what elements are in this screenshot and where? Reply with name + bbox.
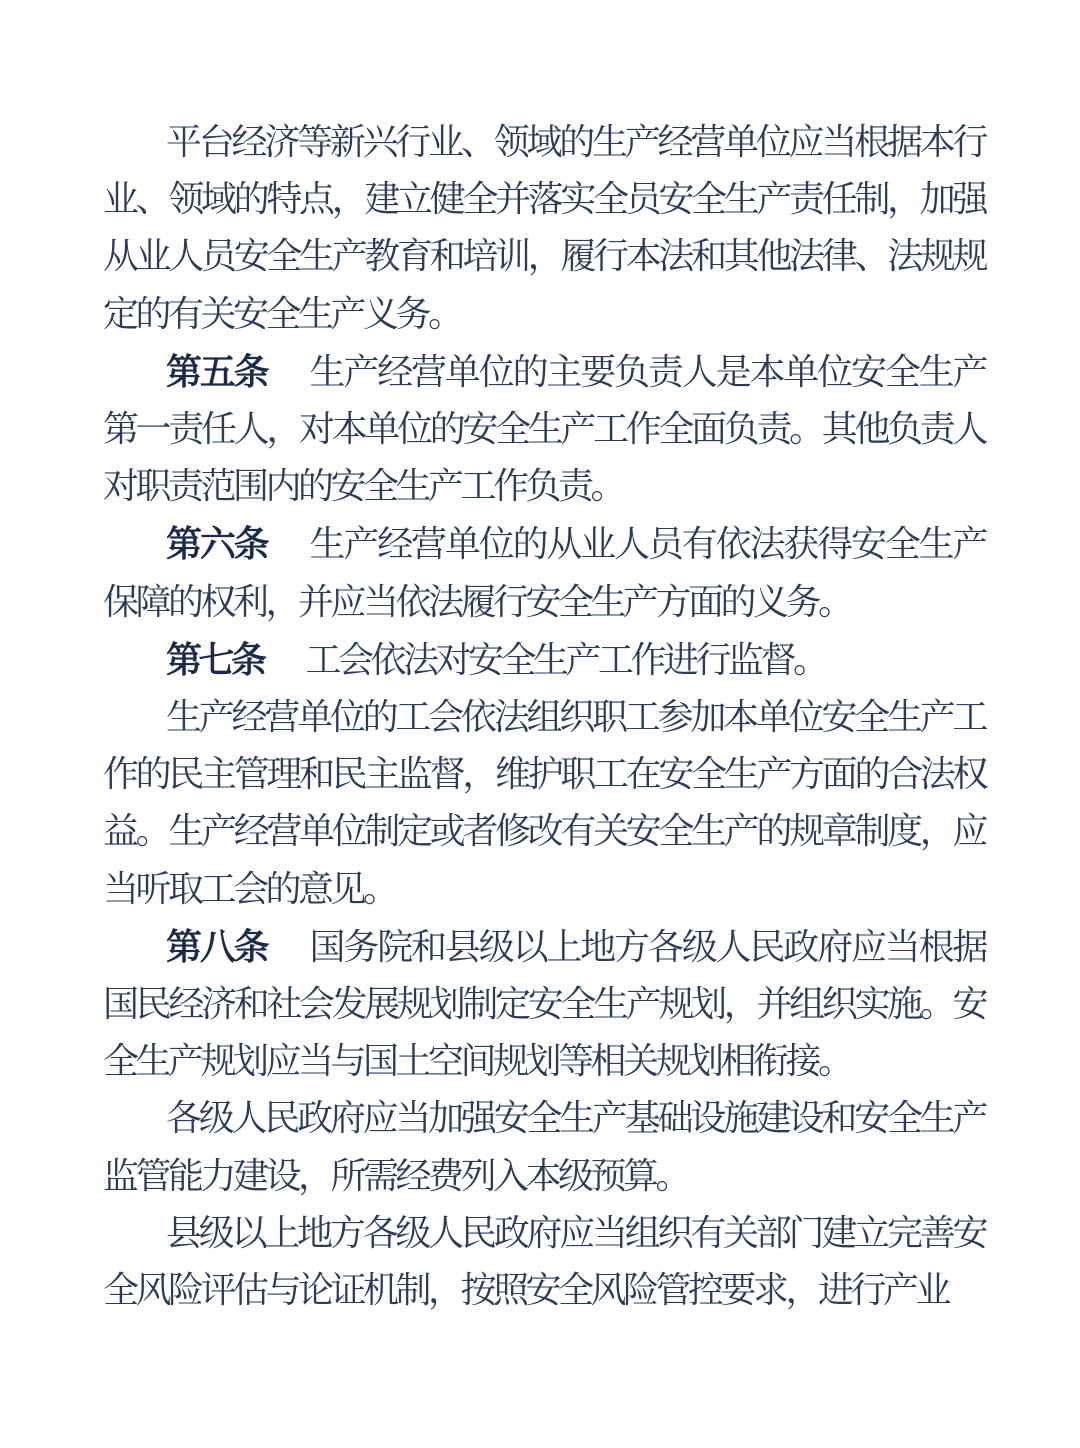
paragraph-text: 国务院和县级以上地方各级人民政府应当根据国民经济和社会发展规划制定安全生产规划，并组织实施。安全生产规划应当与国土空间规划等相关规划相衔接。: [103, 926, 985, 1082]
law-paragraph-government-budget: [103, 1090, 985, 1204]
paragraph-text: 生产经营单位的从业人员有依法获得安全生产保障的权利，并应当依法履行安全生产方面的义务。: [103, 524, 985, 622]
paragraph-text: 平台经济等新兴行业、领域的生产经营单位应当根据本行业、领域的特点，建立健全并落实全员安全生产责任制，加强从业人员安全生产教育和培训，履行本法和其他法律、法规规定的有关安全生产义务。: [103, 122, 985, 334]
law-paragraph-article-7: [103, 631, 985, 689]
paragraph-text: 工会依法对安全生产工作进行监督。: [305, 639, 826, 680]
article-number: 第七条: [166, 638, 264, 680]
article-number: 第五条: [166, 350, 268, 392]
paragraph-text: 各级人民政府应当加强安全生产基础设施建设和安全生产监管能力建设，所需经费列入本级预算。: [103, 1098, 985, 1196]
law-paragraph-platform-economy: [103, 114, 985, 343]
law-paragraph-risk-assessment: [103, 1205, 985, 1319]
law-paragraph-union: [103, 689, 985, 918]
paragraph-text: 县级以上地方各级人民政府应当组织有关部门建立完善安全风险评估与论证机制，按照安全风险管控要求，进行产业: [103, 1212, 985, 1311]
law-paragraph-article-8: [103, 918, 985, 1091]
law-paragraph-article-6: [103, 515, 985, 630]
paragraph-text: 生产经营单位的工会依法组织职工参加本单位安全生产工作的民主管理和民主监督，维护职工在安全生产方面的合法权益。生产经营单位制定或者修改有关安全生产的规章制度，应当听取工会的意见。: [103, 697, 985, 909]
law-paragraph-article-5: [103, 343, 985, 516]
article-number: 第六条: [166, 523, 268, 565]
paragraph-text: 生产经营单位的主要负责人是本单位安全生产第一责任人，对本单位的安全生产工作全面负责。其他负责人对职责范围内的安全生产工作负责。: [103, 351, 985, 507]
article-number: 第八条: [166, 925, 268, 967]
